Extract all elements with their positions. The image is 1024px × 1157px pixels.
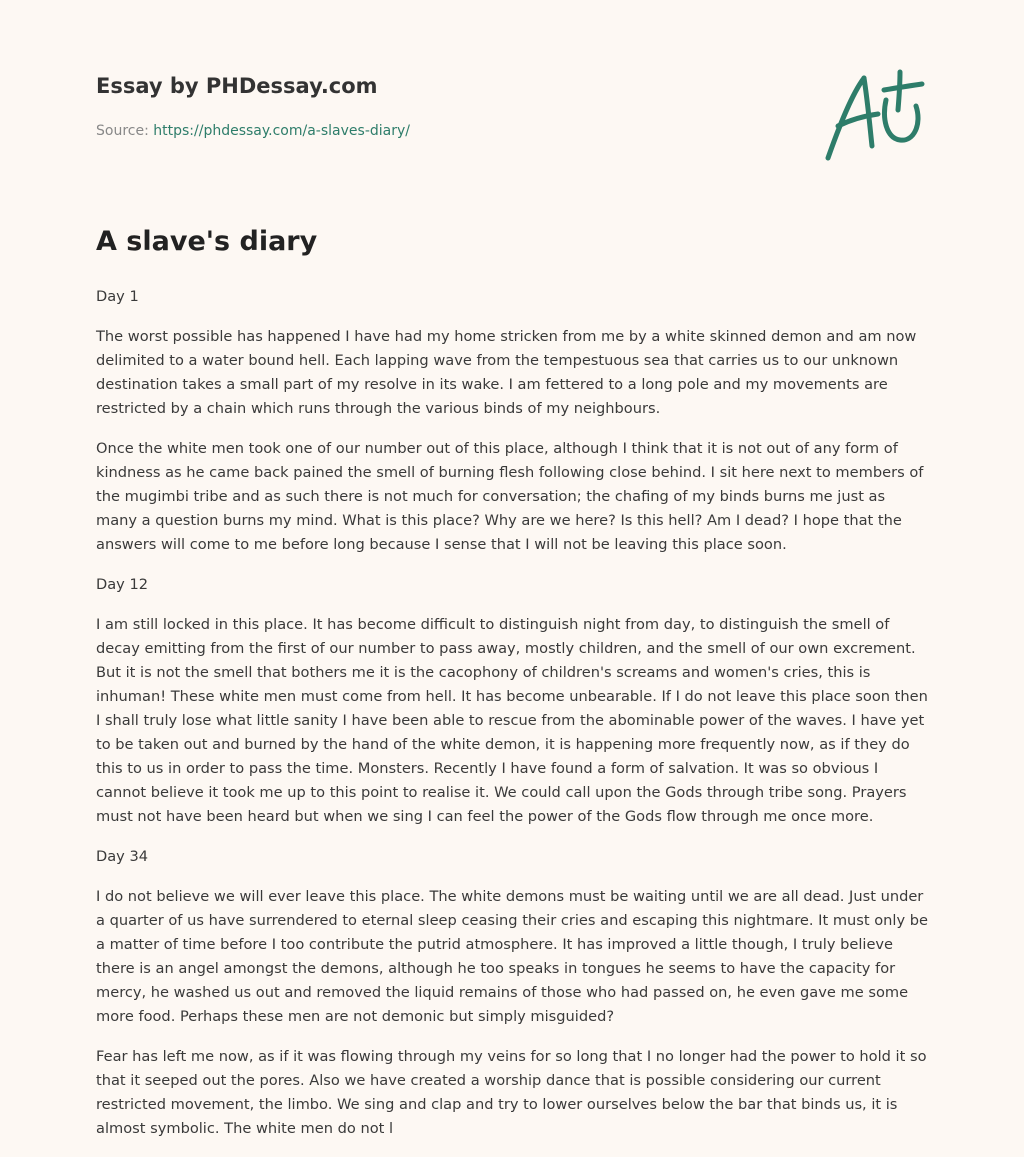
essay-paragraph: Fear has left me now, as if it was flowing through my veins for so long that I no longer had the power to hold it so that it seeped out the pores. Also we have created a worship dance that is possible considering our current restricted movement, the limbo. We sing and clap and try to lower ourselves below the bar that binds us, it is almost symbolic. The white men do not l (96, 1048, 927, 1137)
essay-title: A slave's diary (96, 226, 318, 257)
source-link[interactable]: https://phdessay.com/a-slaves-diary/ (153, 123, 410, 139)
source-label: Source: (96, 123, 154, 139)
essay-body (96, 285, 928, 1157)
essay-paragraph: I am still locked in this place. It has become difficult to distinguish night from day, to distinguish the smell of decay emitting from the first of our number to pass away, mostly children, and the smell of our own excrement. But it is not the smell that bothers me it is the cacophony of children's screams and women's cries, this is inhuman! These white men must come from hell. It has become unbearable. If I do not leave this place soon then I shall truly lose what little sanity I have been able to rescue from the abominable power of the waves. I have yet to be taken out and burned by the hand of the white demon, it is happening more frequently now, as if they do this to us in order to pass the time. Monsters. Recently I have found a form of salvation. It was so obvious I cannot believe it took me up to this point to realise it. We could call upon the Gods through tribe song. Prayers must not have been heard but when we sing I can feel the power of the Gods flow through me once more. (96, 616, 928, 825)
source-line (96, 123, 410, 139)
site-brand: Essay by PHDessay.com (96, 74, 378, 98)
a-plus-logo-icon (820, 64, 930, 169)
day-heading: Day 1 (96, 288, 139, 305)
day-heading: Day 34 (96, 848, 149, 865)
essay-paragraph: The worst possible has happened I have had my home stricken from me by a white skinned demon and am now delimited to a water bound hell. Each lapping wave from the tempestuous sea that carries us to our unknown destination takes a small part of my resolve in its wake. I am fettered to a long pole and my movements are restricted by a chain which runs through the various binds of my neighbours. (96, 328, 917, 417)
essay-paragraph: Once the white men took one of our number out of this place, although I think that it is not out of any form of kindness as he came back pained the smell of burning flesh following close behind. I sit here next to members of the mugimbi tribe and as such there is not much for conversation; the chafing of my binds burns me just as many a question burns my mind. What is this place? Why are we here? Is this hell? Am I dead? I hope that the answers will come to me before long because I sense that I will not be leaving this place soon. (96, 440, 924, 553)
day-heading: Day 12 (96, 576, 149, 593)
essay-paragraph: I do not believe we will ever leave this place. The white demons must be waiting until we are all dead. Just under a quarter of us have surrendered to eternal sleep ceasing their cries and escaping this nightmare. It must only be a matter of time before I too contribute the putrid atmosphere. It has improved a little though, I truly believe there is an angel amongst the demons, although he too speaks in tongues he seems to have the capacity for mercy, he washed us out and removed the liquid remains of those who had passed on, he even gave me some more food. Perhaps these men are not demonic but simply misguided? (96, 888, 928, 1025)
